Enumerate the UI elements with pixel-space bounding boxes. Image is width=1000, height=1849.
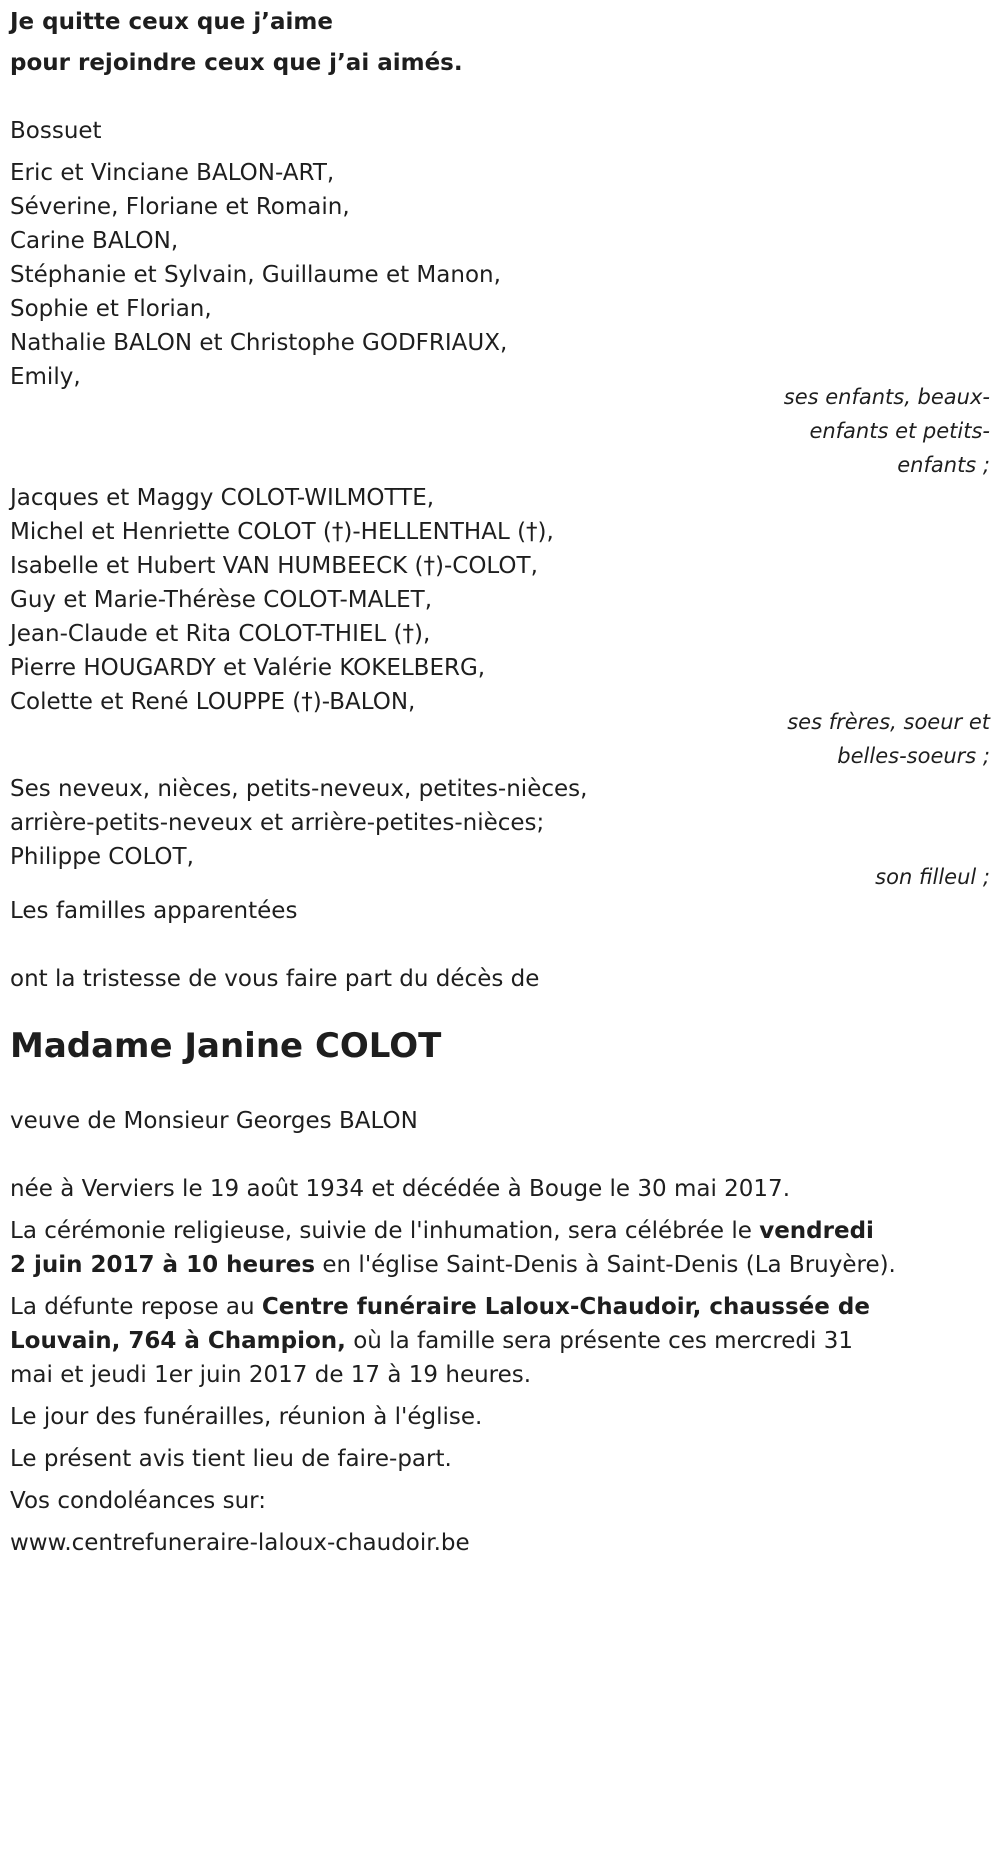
- relationship-label: belles-soeurs ;: [837, 744, 990, 768]
- family-name-line: Colette et René LOUPPE (†)-BALON,: [10, 689, 416, 715]
- condolences-website-link[interactable]: www.centrefuneraire-laloux-chaudoir.be: [10, 1530, 470, 1556]
- family-name-line: Séverine, Floriane et Romain,: [10, 194, 350, 220]
- family-name-line: Guy et Marie-Thérèse COLOT-MALET,: [10, 587, 433, 613]
- birth-death-dates: née à Verviers le 19 août 1934 et décédée à Bouge le 30 mai 2017.: [10, 1176, 791, 1202]
- resting-text: La défunte repose au: [10, 1294, 262, 1320]
- resting-line-3: mai et jeudi 1er juin 2017 de 17 à 19 heures.: [10, 1362, 532, 1388]
- relationship-label: enfants ;: [897, 453, 990, 477]
- funeral-home-address: Louvain, 764 à Champion,: [10, 1328, 346, 1354]
- notice-text: Le présent avis tient lieu de faire-part.: [10, 1446, 452, 1472]
- family-name-line: Jacques et Maggy COLOT-WILMOTTE,: [10, 485, 435, 511]
- family-name-line: Philippe COLOT,: [10, 844, 194, 870]
- ceremony-paragraph: [10, 1214, 990, 1282]
- family-name-line: Jean-Claude et Rita COLOT-THIEL (†),: [10, 621, 431, 647]
- resting-line-2: [10, 1324, 990, 1358]
- family-name-line: Carine BALON,: [10, 228, 179, 254]
- family-name-line: Nathalie BALON et Christophe GODFRIAUX,: [10, 330, 508, 356]
- ceremony-line-1: [10, 1214, 990, 1248]
- condolences-label: Vos condoléances sur:: [10, 1488, 266, 1514]
- motto-line-2: pour rejoindre ceux que j’ai aimés.: [10, 50, 463, 76]
- ceremony-date-time: 2 juin 2017 à 10 heures: [10, 1252, 316, 1278]
- family-name-line: Michel et Henriette COLOT (†)-HELLENTHAL (†),: [10, 519, 554, 545]
- family-name-line: Pierre HOUGARDY et Valérie KOKELBERG,: [10, 655, 486, 681]
- ceremony-text: La cérémonie religieuse, suivie de l'inhumation, sera célébrée le: [10, 1218, 760, 1244]
- family-name-line: Sophie et Florian,: [10, 296, 212, 322]
- family-name-line: Eric et Vinciane BALON-ART,: [10, 160, 335, 186]
- relationship-label: ses enfants, beaux-: [783, 385, 990, 409]
- resting-line-1: [10, 1290, 990, 1324]
- family-name-line: arrière-petits-neveux et arrière-petites-nièces;: [10, 810, 545, 836]
- visiting-text: où la famille sera présente ces mercredi 31: [345, 1328, 853, 1354]
- ceremony-line-2: [10, 1248, 990, 1282]
- resting-paragraph: [10, 1290, 990, 1392]
- motto-line-1: Je quitte ceux que j’aime: [10, 9, 333, 35]
- funeral-home-name: Centre funéraire Laloux-Chaudoir, chaussée de: [261, 1294, 870, 1320]
- family-name-line: Emily,: [10, 364, 81, 390]
- place: Bossuet: [10, 118, 102, 144]
- deceased-name: Madame Janine COLOT: [10, 1026, 442, 1066]
- family-name-line: Isabelle et Hubert VAN HUMBEECK (†)-COLOT,: [10, 553, 538, 579]
- related-families: Les familles apparentées: [10, 898, 298, 924]
- relationship-label: ses frères, soeur et: [787, 710, 990, 734]
- announcement-text: ont la tristesse de vous faire part du décès de: [10, 966, 540, 992]
- relationship-label: enfants et petits-: [809, 419, 990, 443]
- funeral-meeting: Le jour des funérailles, réunion à l'église.: [10, 1404, 483, 1430]
- obituary-notice: [10, 0, 990, 1849]
- ceremony-day: vendredi: [759, 1218, 874, 1244]
- relationship-label: son filleul ;: [875, 865, 990, 889]
- family-name-line: Stéphanie et Sylvain, Guillaume et Manon,: [10, 262, 501, 288]
- ceremony-location: en l'église Saint-Denis à Saint-Denis (La Bruyère).: [315, 1252, 896, 1278]
- family-name-line: Ses neveux, nièces, petits-neveux, petites-nièces,: [10, 776, 588, 802]
- widow-of: veuve de Monsieur Georges BALON: [10, 1108, 418, 1134]
